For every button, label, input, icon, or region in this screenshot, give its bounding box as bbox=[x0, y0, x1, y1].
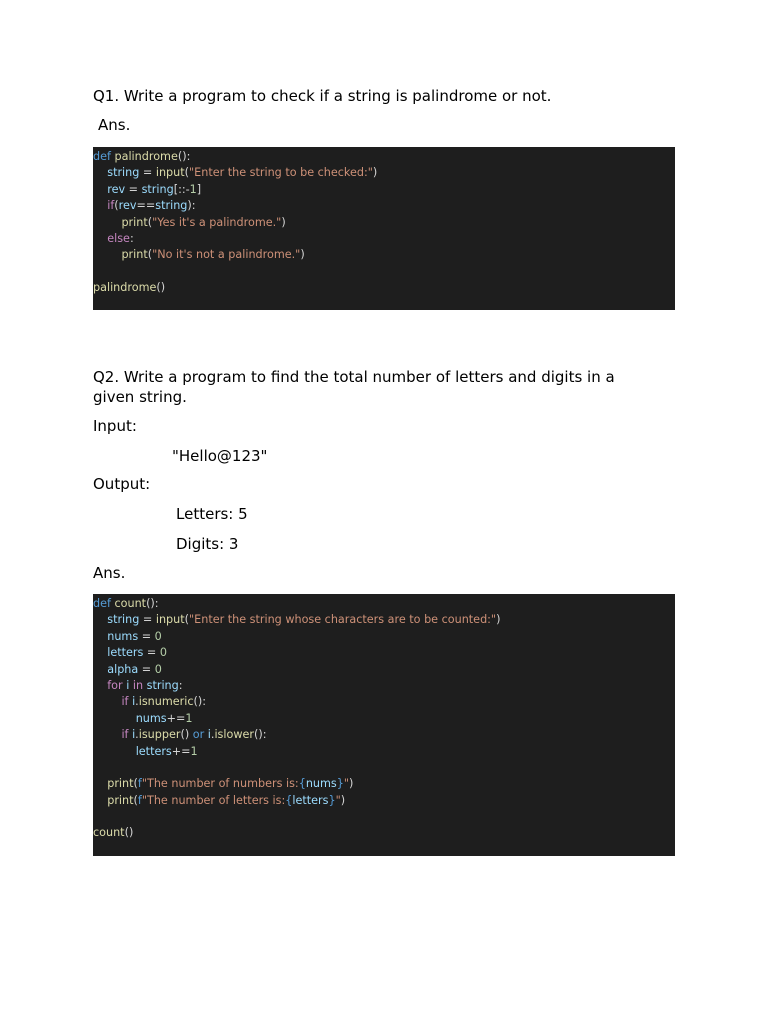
question-2-line-1: Q2. Write a program to find the total number of letters and digits in a bbox=[93, 368, 615, 386]
code-token: string bbox=[141, 182, 174, 196]
code-token: if bbox=[121, 728, 129, 742]
code-token: def bbox=[93, 597, 115, 610]
answer-label-2: Ans. bbox=[93, 564, 126, 582]
code-token: : bbox=[178, 678, 183, 692]
code-token: 1 bbox=[190, 744, 198, 758]
code-token: } bbox=[336, 777, 344, 791]
code-token: = bbox=[138, 662, 155, 676]
code-token: f bbox=[137, 793, 142, 807]
code-token: print bbox=[107, 793, 134, 807]
code-token: for bbox=[107, 678, 123, 692]
code-block-palindrome bbox=[93, 147, 675, 310]
input-label: Input: bbox=[93, 417, 137, 435]
code-token: f bbox=[137, 777, 142, 791]
code-token: ) bbox=[496, 613, 501, 627]
code-token: "The number of numbers is: bbox=[141, 777, 299, 791]
code-token: if bbox=[121, 695, 129, 709]
code-token: ) bbox=[281, 215, 286, 229]
code-token: : bbox=[129, 231, 134, 245]
code-token: ( bbox=[184, 166, 190, 180]
code-token bbox=[93, 166, 107, 179]
code-token: string bbox=[107, 166, 140, 180]
code-line bbox=[93, 198, 675, 214]
code-line bbox=[93, 612, 675, 628]
code-token: " bbox=[343, 777, 350, 791]
code-token bbox=[93, 794, 107, 807]
code-line bbox=[93, 215, 675, 231]
code-token: "No it's not a palindrome." bbox=[152, 248, 301, 262]
code-token: = bbox=[143, 646, 160, 660]
code-token bbox=[93, 248, 121, 261]
code-token bbox=[93, 199, 107, 212]
output-label: Output: bbox=[93, 475, 151, 493]
code-token: ( bbox=[133, 777, 138, 791]
code-token bbox=[93, 663, 107, 676]
code-token: += bbox=[171, 744, 191, 758]
code-token: string bbox=[107, 613, 140, 627]
output-letters: Letters: 5 bbox=[176, 505, 248, 523]
code-line bbox=[93, 744, 675, 760]
code-token: ( bbox=[147, 215, 153, 229]
code-line bbox=[93, 596, 675, 612]
code-line bbox=[93, 247, 675, 263]
code-token: rev bbox=[118, 199, 137, 213]
code-token: or bbox=[192, 728, 205, 742]
code-token: i bbox=[132, 695, 136, 709]
code-token: } bbox=[328, 793, 336, 807]
code-token: print bbox=[121, 248, 148, 262]
code-token: string bbox=[146, 678, 179, 692]
code-token: = bbox=[139, 613, 156, 627]
code-token: ) bbox=[349, 777, 354, 791]
code-token: (): bbox=[177, 150, 191, 163]
code-token: = bbox=[138, 629, 155, 643]
code-token: . bbox=[135, 695, 139, 709]
code-line bbox=[93, 231, 675, 247]
code-token bbox=[93, 695, 121, 708]
code-block-count bbox=[93, 594, 675, 856]
code-token: 0 bbox=[159, 646, 167, 660]
code-token: else bbox=[107, 231, 130, 245]
code-line bbox=[93, 760, 675, 776]
code-token: ( bbox=[147, 248, 153, 262]
code-line bbox=[93, 809, 675, 825]
code-token: i bbox=[132, 728, 136, 742]
code-token: (): bbox=[253, 728, 267, 742]
code-token: "Yes it's a palindrome." bbox=[152, 215, 282, 229]
code-token: "Enter the string whose characters are to be counted:" bbox=[189, 613, 497, 627]
code-token bbox=[93, 679, 107, 692]
code-token: print bbox=[107, 777, 134, 791]
code-token: 0 bbox=[154, 629, 162, 643]
code-token: ) bbox=[300, 248, 305, 262]
code-token: 1 bbox=[189, 182, 197, 196]
code-token: input bbox=[155, 166, 185, 180]
code-token: (): bbox=[193, 695, 206, 709]
code-token: ( bbox=[133, 793, 138, 807]
code-token: in bbox=[132, 678, 144, 692]
output-digits: Digits: 3 bbox=[176, 535, 239, 553]
code-token: ] bbox=[196, 182, 202, 196]
code-token: nums bbox=[135, 711, 167, 725]
code-token: def bbox=[93, 150, 115, 163]
code-line bbox=[93, 280, 675, 296]
code-token: ( bbox=[114, 199, 119, 213]
code-line bbox=[93, 645, 675, 661]
code-token bbox=[93, 232, 107, 245]
code-token: == bbox=[136, 199, 156, 213]
code-token: () bbox=[124, 826, 134, 840]
code-line bbox=[93, 165, 675, 181]
code-token: input bbox=[155, 613, 185, 627]
code-token: . bbox=[135, 728, 139, 742]
code-token: i bbox=[126, 678, 130, 692]
code-token: ) bbox=[340, 793, 346, 807]
code-line bbox=[93, 182, 675, 198]
question-2-line-2: given string. bbox=[93, 388, 187, 406]
code-token: "The number of letters is: bbox=[141, 793, 286, 807]
code-token: palindrome bbox=[93, 281, 157, 295]
code-line bbox=[93, 694, 675, 710]
code-token: 1 bbox=[185, 711, 193, 725]
code-token bbox=[93, 745, 136, 758]
code-line bbox=[93, 662, 675, 678]
code-token: if bbox=[107, 199, 115, 213]
code-token: palindrome bbox=[114, 150, 178, 163]
code-token: string bbox=[155, 199, 188, 213]
code-token: print bbox=[121, 215, 148, 229]
code-token: letters bbox=[292, 793, 329, 807]
code-line bbox=[93, 776, 675, 792]
code-token: islower bbox=[214, 728, 254, 742]
code-token bbox=[93, 613, 107, 626]
code-line bbox=[93, 149, 675, 165]
code-token: i bbox=[207, 728, 211, 742]
code-token: = bbox=[139, 166, 156, 180]
code-token: ( bbox=[184, 613, 190, 627]
code-token: . bbox=[210, 728, 215, 742]
code-token: rev bbox=[107, 182, 126, 196]
code-token bbox=[93, 183, 107, 196]
code-token: () bbox=[180, 728, 193, 742]
code-token: isnumeric bbox=[138, 695, 194, 709]
code-token: () bbox=[156, 281, 166, 295]
code-token: alpha bbox=[107, 662, 139, 676]
code-token: nums bbox=[107, 629, 139, 643]
code-line bbox=[93, 793, 675, 809]
answer-label-1: Ans. bbox=[98, 116, 131, 134]
code-token bbox=[93, 728, 121, 741]
code-token: letters bbox=[135, 744, 172, 758]
code-token: 0 bbox=[154, 662, 162, 676]
code-line bbox=[93, 711, 675, 727]
code-token: [::- bbox=[173, 182, 190, 196]
code-line bbox=[93, 727, 675, 743]
code-token: { bbox=[285, 793, 293, 807]
code-token bbox=[93, 630, 107, 643]
code-token: count bbox=[114, 597, 147, 610]
question-1: Q1. Write a program to check if a string is palindrome or not. bbox=[93, 87, 552, 105]
code-line bbox=[93, 629, 675, 645]
code-token bbox=[93, 646, 107, 659]
code-token: = bbox=[125, 182, 142, 196]
code-line bbox=[93, 264, 675, 280]
code-token: " bbox=[335, 793, 341, 807]
code-token bbox=[93, 777, 107, 790]
code-token: (): bbox=[146, 597, 159, 610]
code-token bbox=[93, 216, 121, 229]
code-token: += bbox=[166, 711, 186, 725]
code-token: ): bbox=[187, 199, 196, 213]
code-line bbox=[93, 678, 675, 694]
code-token: ) bbox=[372, 166, 378, 180]
code-token: "Enter the string to be checked:" bbox=[189, 166, 373, 180]
code-token: isupper bbox=[138, 728, 181, 742]
code-token: count bbox=[93, 826, 125, 840]
code-token: { bbox=[298, 777, 306, 791]
code-token bbox=[93, 712, 136, 725]
code-line bbox=[93, 825, 675, 841]
code-token: letters bbox=[107, 646, 144, 660]
code-token: nums bbox=[305, 777, 337, 791]
input-value: "Hello@123" bbox=[172, 447, 268, 465]
